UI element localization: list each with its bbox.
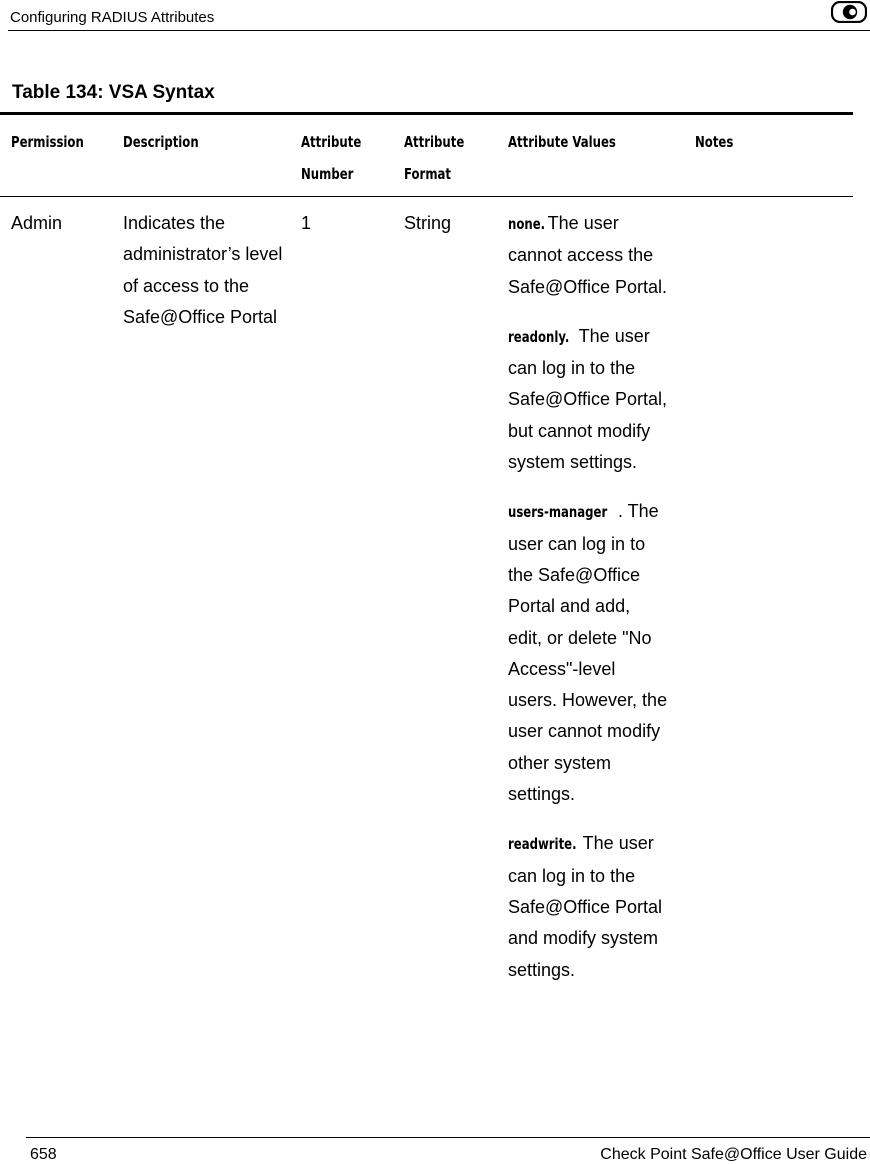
value-entry-readwrite [508,828,668,985]
table-top-rule [0,112,853,115]
column-header-attribute-number [301,126,361,190]
value-entry-users-manager [508,496,668,810]
column-header-attribute-number-line1: Attribute [301,133,362,151]
table-header-rule [0,196,853,197]
cell-attribute-number: 1 [301,213,312,233]
value-description: The user cannot access the Safe@Office Portal. [508,213,668,297]
running-header-title: Configuring RADIUS Attributes [10,9,215,26]
footer-divider [26,1137,870,1138]
value-keyword: readonly. [508,327,570,346]
value-entry-readonly [508,321,668,478]
column-header-attribute-format [404,126,464,190]
value-entry-none [508,208,668,303]
value-description: The user can log in to the Safe@Office Portal and modify system settings. [508,833,663,980]
column-header-description: Description [123,133,199,151]
table-title: Table 134: VSA Syntax [12,82,215,103]
value-keyword: readwrite. [508,835,577,854]
value-keyword: none. [508,215,546,233]
page-number: 658 [30,1146,57,1163]
column-header-attribute-format-line2: Format [404,165,452,183]
column-header-attribute-number-line2: Number [301,165,354,183]
column-header-attribute-values: Attribute Values [508,133,616,151]
cell-description: Indicates the administrator’s level of access to the Safe@Office Portal [123,213,283,327]
value-keyword: users-manager [508,503,608,522]
column-header-attribute-format-line1: Attribute [404,133,465,151]
guide-title: Check Point Safe@Office User Guide [600,1146,867,1163]
value-description: The user can log in to the Safe@Office Portal, but cannot modify system settings. [508,325,668,473]
value-description: . The user can log in to the Safe@Office Portal and add, edit, or delete "No Access"-level users. However, the user cannot modify other system settings. [508,501,668,805]
column-header-notes: Notes [695,133,734,151]
column-header-permission: Permission [11,133,84,151]
header-divider [8,30,870,31]
cell-permission: Admin [11,213,63,233]
cell-attribute-values [508,208,668,1004]
cell-attribute-format: String [404,213,452,233]
safe-at-office-logo-icon [831,1,867,23]
